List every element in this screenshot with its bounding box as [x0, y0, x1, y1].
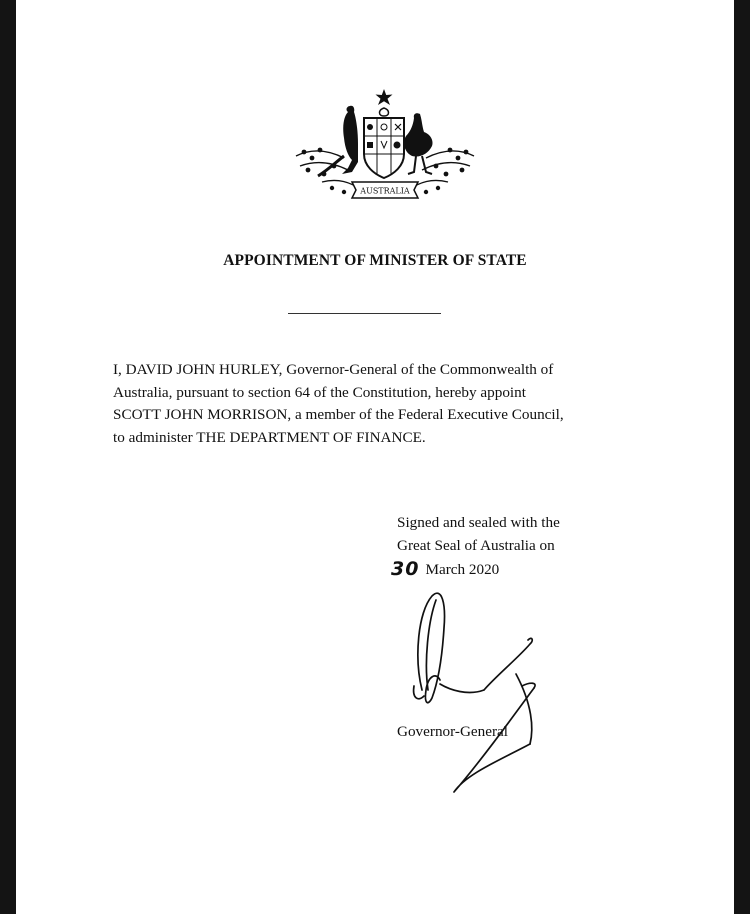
signature-mark: [384, 578, 559, 803]
page-title: APPOINTMENT OF MINISTER OF STATE: [223, 252, 527, 269]
appointment-body: [113, 359, 633, 449]
seal-statement: [391, 512, 637, 582]
body-line: to administer THE DEPARTMENT OF FINANCE.: [113, 428, 426, 446]
body-line: Australia, pursuant to section 64 of the Constitution, hereby appoint: [113, 383, 526, 401]
date-month-year: March 2020: [425, 561, 500, 578]
seal-line: Great Seal of Australia on: [397, 536, 555, 554]
body-line: SCOTT JOHN MORRISON, a member of the Federal Executive Council,: [113, 406, 564, 423]
signatory-title: Governor-General: [397, 723, 509, 740]
seal-line: Signed and sealed with the: [397, 514, 560, 531]
document-page: [16, 0, 734, 914]
crest-scroll-text: AUSTRALIA: [360, 186, 410, 196]
body-line: I, DAVID JOHN HURLEY, Governor-General of the Commonwealth of: [113, 361, 554, 378]
coat-of-arms-icon: [292, 86, 478, 202]
date-day-handwritten: 30: [391, 558, 420, 580]
title-rule: [288, 313, 441, 314]
